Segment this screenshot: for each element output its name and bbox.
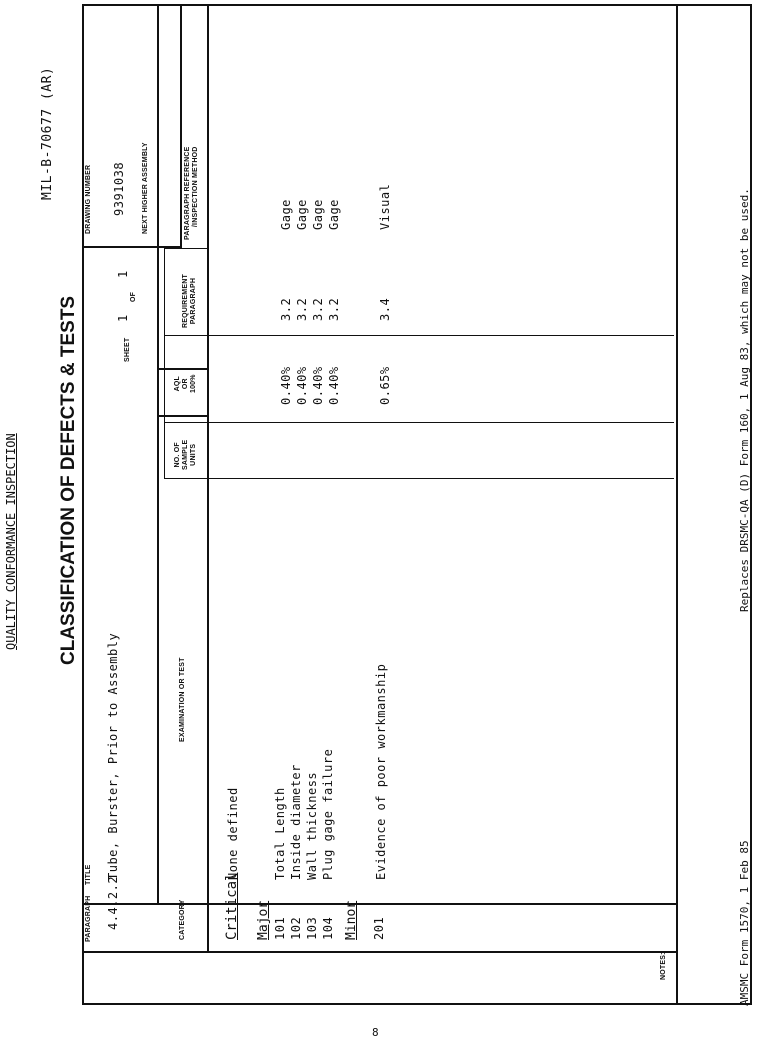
major-aql-104: 0.40%	[327, 366, 341, 405]
col-ref	[184, 146, 200, 240]
col-aql-1: AQL	[174, 375, 181, 392]
major-exam-inside-diameter: Inside diameter	[289, 764, 303, 880]
col-aql-2: OR	[182, 378, 189, 390]
replaces-note: Replaces DRSMC-QA (D) Form 160, 1 Aug 83, which may not be used.	[738, 188, 751, 612]
major-method	[278, 199, 342, 230]
col-aql-3: 100%	[190, 374, 197, 393]
sheet-total: 1	[116, 270, 130, 278]
minor-aql: 0.65%	[378, 366, 392, 405]
frame-line-j	[164, 478, 674, 479]
col-ref-2: /INSPECTION METHOD	[192, 146, 199, 228]
minor-code-201: 201	[372, 916, 386, 940]
major-code-103: 103	[305, 916, 319, 940]
spec-number: MIL-B-70677 (AR)	[40, 66, 55, 200]
major-code-101: 101	[273, 916, 287, 940]
drawing-value: 9391038	[112, 161, 126, 216]
major-exam-total-length: Total Length	[273, 787, 287, 880]
paragraph-value: 4.4.2.2	[106, 875, 120, 930]
major-req-103: 3.2	[311, 297, 325, 321]
col-category: CATEGORY	[179, 899, 186, 940]
major-code-102: 102	[289, 916, 303, 940]
minor-req: 3.4	[378, 297, 392, 321]
major-method-103: Gage	[311, 199, 325, 230]
major-method-101: Gage	[279, 199, 293, 230]
drawing-label: DRAWING NUMBER	[85, 164, 92, 234]
col-sample-1: NO. OF	[174, 442, 181, 468]
frame-line-k	[676, 4, 678, 1004]
col-sample	[174, 440, 198, 470]
col-sample-3: UNITS	[190, 443, 197, 466]
sheet-number: 1	[116, 314, 130, 322]
col-req-2: PARAGRAPH	[190, 277, 197, 325]
notes-label: NOTES:	[660, 952, 667, 980]
of-label: OF	[130, 291, 137, 302]
col-aql	[174, 374, 198, 393]
major-req	[278, 298, 342, 321]
frame-line-paragraph	[82, 903, 678, 905]
category-major: Major	[256, 900, 271, 940]
major-aql-101: 0.40%	[279, 366, 293, 405]
major-method-104: Gage	[327, 199, 341, 230]
frame-line-a	[157, 4, 159, 904]
frame-line-e	[164, 248, 165, 478]
category-critical: Critical	[224, 872, 240, 940]
col-exam: EXAMINATION OR TEST	[179, 657, 186, 742]
major-method-102: Gage	[295, 199, 309, 230]
major-exam-wall-thickness: Wall thickness	[305, 771, 319, 880]
frame-line-i	[164, 422, 674, 423]
title-label: TITLE	[85, 864, 92, 885]
major-aql	[278, 366, 342, 405]
major-req-102: 3.2	[295, 297, 309, 321]
sheet-label: SHEET	[124, 337, 131, 362]
nha-label: NEXT HIGHER ASSEMBLY	[142, 142, 149, 234]
major-aql-103: 0.40%	[311, 366, 325, 405]
minor-method: Visual	[378, 183, 392, 230]
major-req-101: 3.2	[279, 297, 293, 321]
major-codes	[272, 917, 336, 940]
frame-line-b	[180, 4, 182, 248]
frame-line-notes	[82, 951, 678, 953]
col-req	[182, 274, 198, 328]
category-minor: Minor	[344, 900, 359, 940]
frame-line-g	[164, 248, 208, 249]
critical-exam: None defined	[226, 787, 240, 880]
col-ref-1: PARAGRAPH REFERENCE	[184, 146, 191, 240]
major-exam-plug-gage: Plug gage failure	[321, 748, 335, 880]
page-number: 8	[372, 1026, 379, 1039]
qci-heading: QUALITY CONFORMANCE INSPECTION	[4, 433, 18, 650]
major-code-104: 104	[321, 916, 335, 940]
col-sample-2: SAMPLE	[182, 439, 189, 470]
major-aql-102: 0.40%	[295, 366, 309, 405]
frame-line-sheet	[158, 415, 208, 417]
frame-line-d	[158, 368, 208, 370]
major-req-104: 3.2	[327, 297, 341, 321]
page-title: CLASSIFICATION OF DEFECTS & TESTS	[58, 295, 79, 665]
frame-line-h	[164, 335, 674, 336]
form-number: AMSMC Form 1570, 1 Feb 85	[738, 840, 751, 1006]
paragraph-label: PARAGRAPH	[85, 895, 92, 942]
title-value: Tube, Burster, Prior to Assembly	[106, 632, 120, 880]
minor-exam: Evidence of poor workmanship	[374, 663, 388, 880]
col-req-1: REQUIREMENT	[182, 274, 189, 328]
major-exams	[272, 749, 336, 880]
form-frame	[82, 4, 752, 1005]
